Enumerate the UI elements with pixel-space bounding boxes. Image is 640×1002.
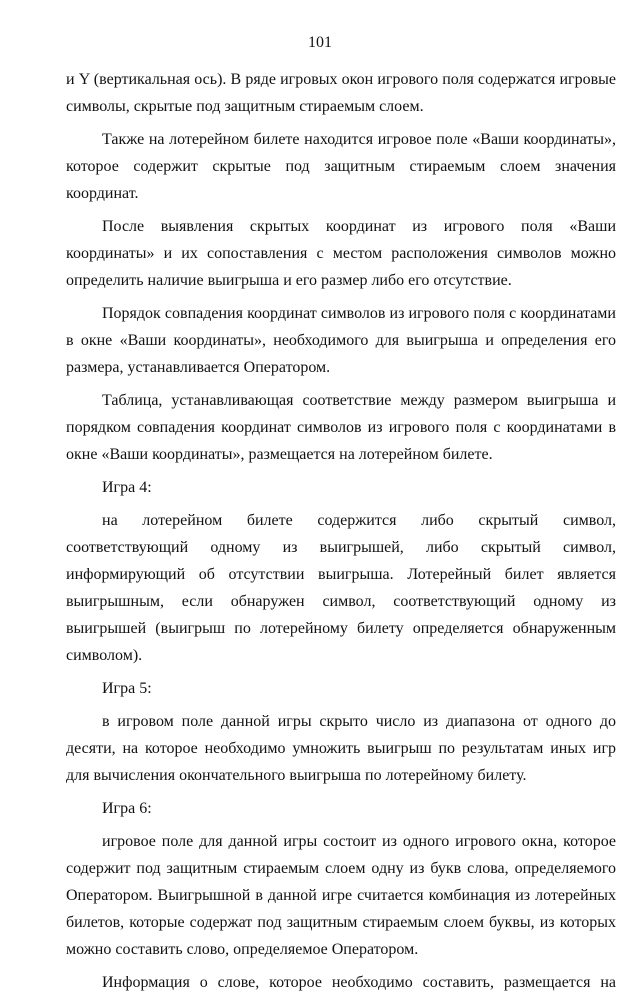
paragraph: в игровом поле данной игры скрыто число из диапазона от одного до десяти, на которое необходимо умножить выигрыш по результатам иных игр для вычисления окончательного выигрыша по лотерейному билету. bbox=[66, 713, 616, 784]
section-heading: Игра 6: bbox=[102, 800, 152, 817]
paragraph: Таблица, устанавливающая соответствие между размером выигрыша и порядком совпадения координат символов из игрового поля с координатами в окне «Ваши координаты», размещается на лотерейном билете. bbox=[66, 392, 616, 463]
paragraph: игровое поле для данной игры состоит из одного игрового окна, которое содержит под защитным стираемым слоем одну из букв слова, определяемого Оператором. Выигрышной в данной игре считается комбинация из лотерейных билетов, которые содержат под защитным стираемым слоем буквы, из которых можно составить слово, определяемое Оператором. bbox=[66, 833, 616, 958]
page-number: 101 bbox=[308, 34, 332, 51]
section-heading: Игра 5: bbox=[102, 680, 152, 697]
paragraph: Также на лотерейном билете находится игровое поле «Ваши координаты», которое содержит скрытые под защитным стираемым слоем значения координат. bbox=[66, 131, 616, 202]
document-body bbox=[66, 66, 616, 1002]
section-heading: Игра 4: bbox=[102, 479, 152, 496]
paragraph: Информация о слове, которое необходимо составить, размещается на bbox=[102, 974, 616, 991]
paragraph: Порядок совпадения координат символов из игрового поля с координатами в окне «Ваши координаты», необходимого для выигрыша и определения его размера, устанавливается Оператором. bbox=[66, 305, 616, 376]
paragraph: и Y (вертикальная ось). В ряде игровых окон игрового поля содержатся игровые символы, скрытые под защитным стираемым слоем. bbox=[66, 71, 616, 115]
paragraph: на лотерейном билете содержится либо скрытый символ, соответствующий одному из выигрышей, либо скрытый символ, информирующий об отсутствии выигрыша. Лотерейный билет является выигрышным, если обнаружен символ, соответствующий одному из выигрышей (выигрыш по лотерейному билету определяется обнаруженным символом). bbox=[66, 512, 616, 664]
paragraph: После выявления скрытых координат из игрового поля «Ваши координаты» и их сопоставления с местом расположения символов можно определить наличие выигрыша и его размер либо его отсутствие. bbox=[66, 218, 616, 289]
